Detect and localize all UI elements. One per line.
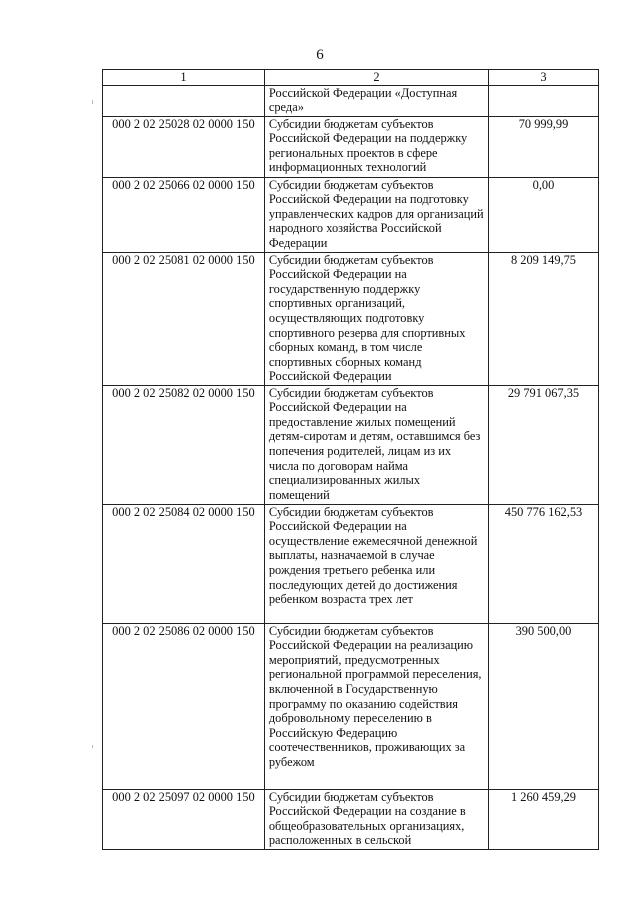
row-code: 000 2 02 25081 02 0000 150 xyxy=(103,252,265,385)
table-row xyxy=(103,116,599,177)
page-number: 6 xyxy=(316,47,324,63)
row-name: Субсидии бюджетам субъектов Российской Федерации на предоставление жилых помещений детям-сиротам и детям, оставшимся без попечения родителей, лицам из их числа по договорам найма специализированных жилых помещений xyxy=(264,385,488,504)
column-header-amount: 3 xyxy=(488,70,598,86)
table-row xyxy=(103,504,599,623)
margin-mark xyxy=(92,745,93,748)
column-header-name: 2 xyxy=(264,70,488,86)
row-code: 000 2 02 25086 02 0000 150 xyxy=(103,623,265,789)
row-code xyxy=(103,85,265,116)
row-name: Субсидии бюджетам субъектов Российской Федерации на поддержку региональных проектов в сфере информационных технологий xyxy=(264,116,488,177)
row-amount: 390 500,00 xyxy=(488,623,598,789)
table-row xyxy=(103,85,599,116)
table-row xyxy=(103,789,599,849)
table-header-row xyxy=(103,70,599,86)
table-row xyxy=(103,177,599,252)
row-amount xyxy=(488,85,598,116)
table-row xyxy=(103,385,599,504)
row-name: Субсидии бюджетам субъектов Российской Федерации на создание в общеобразовательных организациях, расположенных в сельской xyxy=(264,789,488,849)
column-header-code: 1 xyxy=(103,70,265,86)
row-name: Субсидии бюджетам субъектов Российской Федерации на реализацию мероприятий, предусмотренных региональной программой переселения, включенной в Государственную программу по оказанию содействия добровольному переселению в Российскую Федерацию соотечественников, проживающих за рубежом xyxy=(264,623,488,789)
row-code: 000 2 02 25082 02 0000 150 xyxy=(103,385,265,504)
row-name: Российской Федерации «Доступная среда» xyxy=(264,85,488,116)
row-code: 000 2 02 25066 02 0000 150 xyxy=(103,177,265,252)
row-amount: 8 209 149,75 xyxy=(488,252,598,385)
table-row xyxy=(103,623,599,789)
row-amount: 29 791 067,35 xyxy=(488,385,598,504)
row-code: 000 2 02 25097 02 0000 150 xyxy=(103,789,265,849)
table-row xyxy=(103,252,599,385)
row-amount: 450 776 162,53 xyxy=(488,504,598,623)
row-name: Субсидии бюджетам субъектов Российской Федерации на государственную поддержку спортивных организаций, осуществляющих подготовку спортивного резерва для спортивных сборных команд, в том числе спортивных сборных команд Российской Федерации xyxy=(264,252,488,385)
row-code: 000 2 02 25028 02 0000 150 xyxy=(103,116,265,177)
row-amount: 1 260 459,29 xyxy=(488,789,598,849)
revenue-table xyxy=(102,69,599,850)
row-amount: 70 999,99 xyxy=(488,116,598,177)
row-name: Субсидии бюджетам субъектов Российской Федерации на осуществление ежемесячной денежной выплаты, назначаемой в случае рождения третьего ребенка или последующих детей до достижения ребенком возраста трех лет xyxy=(264,504,488,623)
row-code: 000 2 02 25084 02 0000 150 xyxy=(103,504,265,623)
row-name: Субсидии бюджетам субъектов Российской Федерации на подготовку управленческих кадров для организаций народного хозяйства Российской Федерации xyxy=(264,177,488,252)
margin-mark xyxy=(92,100,93,104)
row-amount: 0,00 xyxy=(488,177,598,252)
